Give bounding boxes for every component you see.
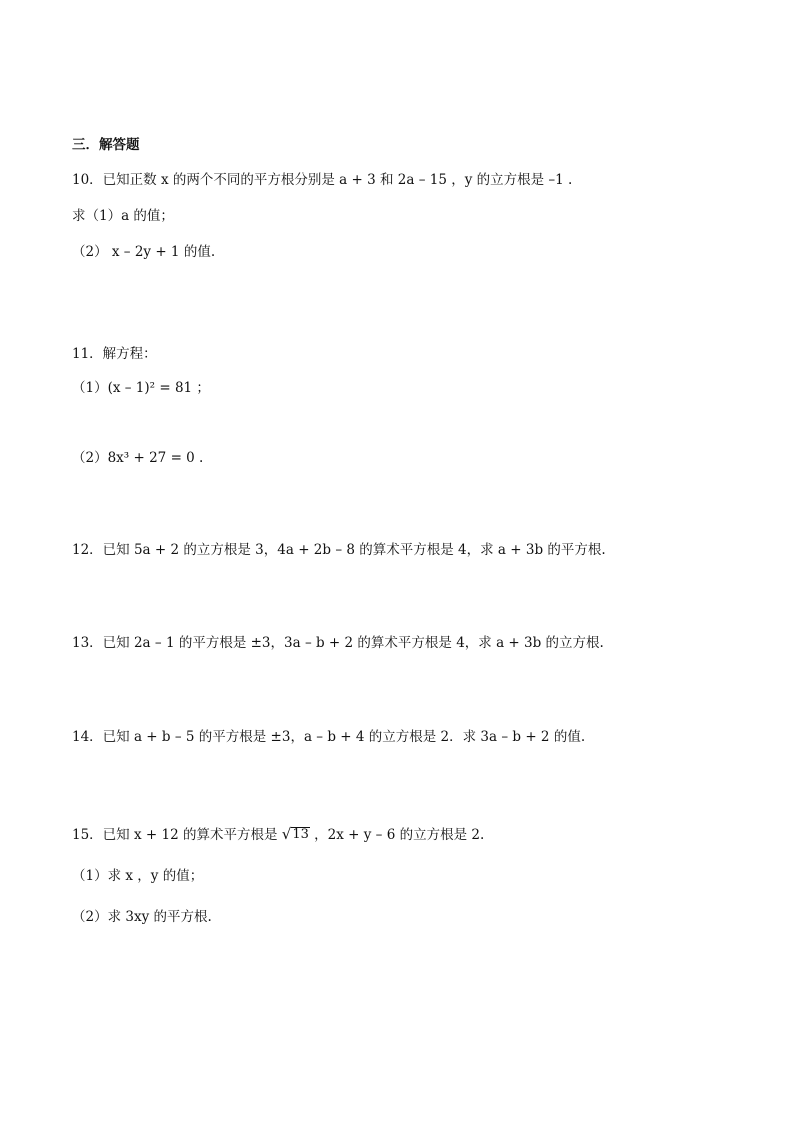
problem-15-text-after: ，2x + y – 6 的立方根是 2. — [309, 827, 485, 843]
problem-15-part-2: （2）求 3xy 的平方根. — [72, 909, 212, 925]
problem-15-statement — [72, 826, 484, 844]
problem-11-part-2: （2）8x³ + 27 = 0 . — [72, 450, 204, 466]
radicand: 13 — [292, 827, 309, 842]
radical-sign-icon: √ — [281, 825, 292, 843]
problem-11-statement: 11．解方程： — [72, 346, 157, 362]
problem-10-statement: 10．已知正数 x 的两个不同的平方根分别是 a + 3 和 2a – 15 ，y 的立方根是 –1 . — [72, 172, 573, 188]
problem-15-text-before: 15．已知 x + 12 的算术平方根是 — [72, 827, 282, 843]
problem-12-statement: 12．已知 5a + 2 的立方根是 3，4a + 2b – 8 的算术平方根是 4，求 a + 3b 的平方根. — [72, 542, 606, 558]
problem-14-statement: 14．已知 a + b – 5 的平方根是 ±3，a – b + 4 的立方根是 2．求 3a – b + 2 的值. — [72, 729, 586, 745]
problem-13-statement: 13．已知 2a – 1 的平方根是 ±3，3a – b + 2 的算术平方根是 4，求 a + 3b 的立方根. — [72, 635, 604, 651]
problem-11-part-1: （1）(x – 1)² = 81 ； — [72, 380, 210, 396]
problem-15-part-1: （1）求 x ，y 的值； — [72, 868, 204, 884]
section-heading: 三．解答题 — [72, 137, 140, 153]
problem-10-part-1: 求（1）a 的值； — [72, 208, 174, 224]
problem-10-part-2: （2） x – 2y + 1 的值. — [72, 244, 216, 260]
square-root-expression — [282, 826, 310, 842]
